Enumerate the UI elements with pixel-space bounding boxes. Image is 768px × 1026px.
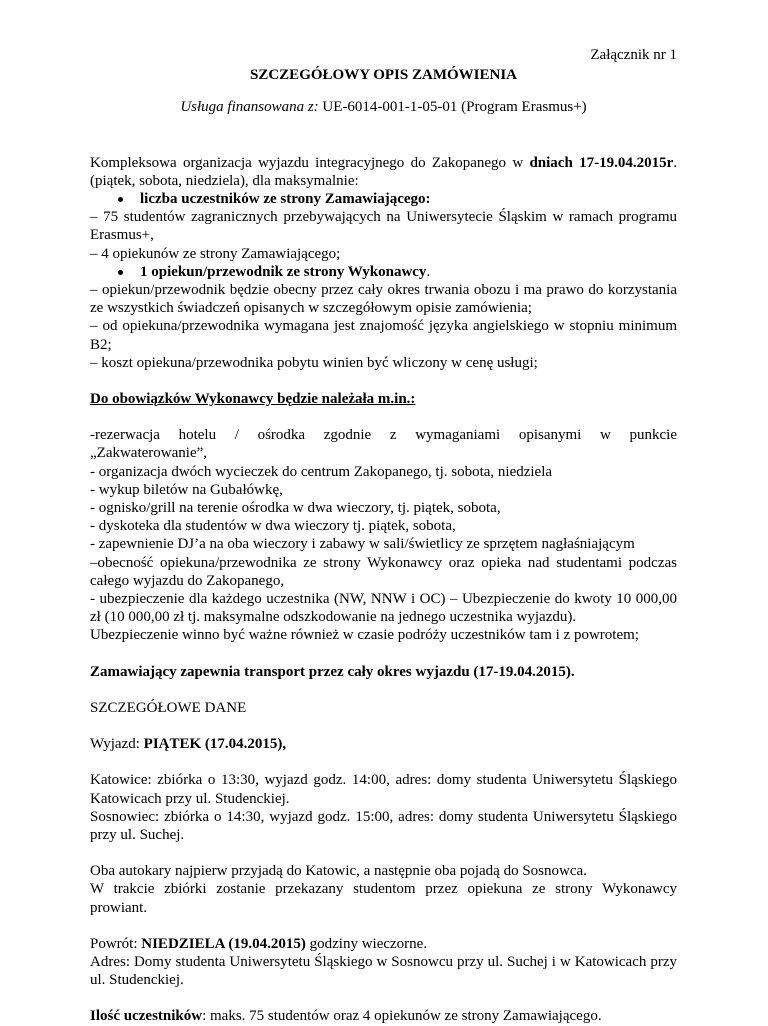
duty-word: /	[234, 427, 239, 444]
intro-dates: dniach 17-19.04.2015r	[529, 154, 674, 171]
katowice-info: Katowice: zbiórka o 13:30, wyjazd godz. 14:00, adres: domy studenta Uniwersytetu Śląskiego Katowicach przy ul. Studenckiej.	[90, 772, 677, 807]
duty-word: wymaganiami	[415, 427, 501, 444]
document-title: SZCZEGÓŁOWY OPIS ZAMÓWIENIA	[250, 67, 517, 84]
intro-paragraph	[90, 154, 677, 190]
bullet-guide	[90, 263, 677, 281]
duties-heading	[90, 390, 677, 408]
duty-trips: - organizacja dwóch wycieczek do centrum Zakopanego, tj. sobota, niedziela	[90, 463, 553, 480]
dash-students: – 75 studentów zagranicznych przebywających na Uniwersytecie Śląskim w ramach programu Erasmus+,	[90, 209, 677, 244]
bullet-icon	[118, 197, 123, 202]
duty-word: punkcie	[629, 427, 677, 444]
details-heading: SZCZEGÓŁOWE DANE	[90, 699, 247, 716]
duty-tickets: - wykup biletów na Gubałówkę,	[90, 481, 283, 498]
bullet-participants	[90, 190, 677, 208]
duty-word: -rezerwacja	[90, 427, 160, 444]
bullet-guide-text: 1 opiekun/przewodnik ze strony Wykonawcy	[140, 263, 427, 280]
document-page	[90, 46, 677, 1026]
return-label: Powrót:	[90, 935, 142, 952]
duty-insurance: - ubezpieczenie dla każdego uczestnika (NW, NNW i OC) – Ubezpieczenie do kwoty 10 000,00 zł (10 000,00 zł tj. maksymalne odszkodowanie na jednego uczestnika wyjazdu).	[90, 591, 677, 626]
participants-line	[90, 1007, 677, 1025]
transport-note: Zamawiający zapewnia transport przez cały okres wyjazdu (17-19.04.2015).	[90, 663, 575, 680]
duty-bonfire: - ognisko/grill na terenie ośrodka w dwa wieczory, tj. piątek, sobota,	[90, 500, 501, 517]
departure-line	[90, 735, 677, 753]
return-value: NIEDZIELA (19.04.2015)	[141, 935, 306, 952]
duty-dj: - zapewnienie DJ’a na oba wieczory i zabawy w sali/świetlicy ze sprzętem nagłaśniającym	[90, 536, 635, 553]
duty-line-1	[90, 426, 677, 444]
duty-word: ośrodka	[257, 427, 306, 444]
buses-info: Oba autokary najpierw przyjadą do Katowic, a następnie oba pojadą do Sosnowca.	[90, 863, 587, 880]
return-rest: godziny wieczorne.	[305, 935, 428, 952]
provisions-info: W trakcie zbiórki zostanie przekazany studentom przez opiekuna ze strony Wykonawcy prowiant.	[90, 881, 677, 916]
dash-guide-presence: – opiekun/przewodnik będzie obecny przez cały okres trwania obozu i ma prawo do korzystania ze wszystkich świadczeń opisanych w szczegółowym opisie zamówienia;	[90, 282, 677, 317]
participants-value: : maks. 75 studentów oraz 4 opiekunów ze strony Zamawiającego.	[202, 1008, 602, 1025]
departure-label: Wyjazd:	[90, 736, 144, 753]
duty-line-1-cont: „Zakwaterowanie”,	[90, 445, 208, 462]
departure-value: PIĄTEK (17.04.2015),	[143, 736, 287, 753]
return-address: Adres: Domy studenta Uniwersytetu Śląskiego w Sosnowcu przy ul. Suchej i w Katowicach przy ul. Studenckiej.	[90, 953, 677, 989]
duty-word: z	[389, 427, 397, 444]
participants-label: Ilość uczestników	[90, 1008, 203, 1025]
funding-value: UE-6014-001-1-05-01 (Program Erasmus+)	[318, 99, 587, 116]
duty-word: opisanymi	[518, 427, 582, 444]
duties-list	[90, 426, 677, 644]
duty-guide: –obecność opiekuna/przewodnika ze strony Wykonawcy oraz opieka nad studentami podczas całego wyjazdu do Zakopanego,	[90, 554, 677, 589]
bullet-participants-text: liczba uczestników ze strony Zamawiającego:	[140, 191, 431, 208]
duties-heading-text: Do obowiązków Wykonawcy będzie należała m.in.:	[90, 391, 416, 408]
dash-guide-english: – od opiekuna/przewodnika wymagana jest znajomość języka angielskiego w stopniu minimum B2;	[90, 318, 677, 353]
funding-label: Usługa finansowana z:	[180, 99, 319, 116]
duty-word: hotelu	[178, 427, 217, 444]
intro-rest: . (piątek, sobota, niedziela), dla maksymalnie:	[90, 154, 677, 189]
duty-word: w	[600, 427, 611, 444]
dash-guardians: – 4 opiekunów ze strony Zamawiającego;	[90, 245, 341, 262]
bullet-icon	[118, 270, 123, 275]
funding-line	[90, 98, 677, 116]
intro-text: Kompleksowa organizacja wyjazdu integracyjnego do Zakopanego w	[90, 154, 530, 171]
bullet-guide-end: .	[426, 263, 431, 280]
dash-guide-cost: – koszt opiekuna/przewodnika pobytu winien być wliczony w cenę usługi;	[90, 354, 538, 371]
return-line	[90, 935, 677, 953]
duty-insurance-travel: Ubezpieczenie winno być ważne również w czasie podróży uczestników tam i z powrotem;	[90, 627, 639, 644]
sosnowiec-info: Sosnowiec: zbiórka o 14:30, wyjazd godz. 15:00, adres: domy studenta Uniwersytetu Śląskiego przy ul. Suchej.	[90, 808, 677, 843]
duty-word: zgodnie	[323, 427, 372, 444]
duty-disco: - dyskoteka dla studentów w dwa wieczory tj. piątek, sobota,	[90, 518, 456, 535]
annex-label: Załącznik nr 1	[590, 47, 677, 63]
